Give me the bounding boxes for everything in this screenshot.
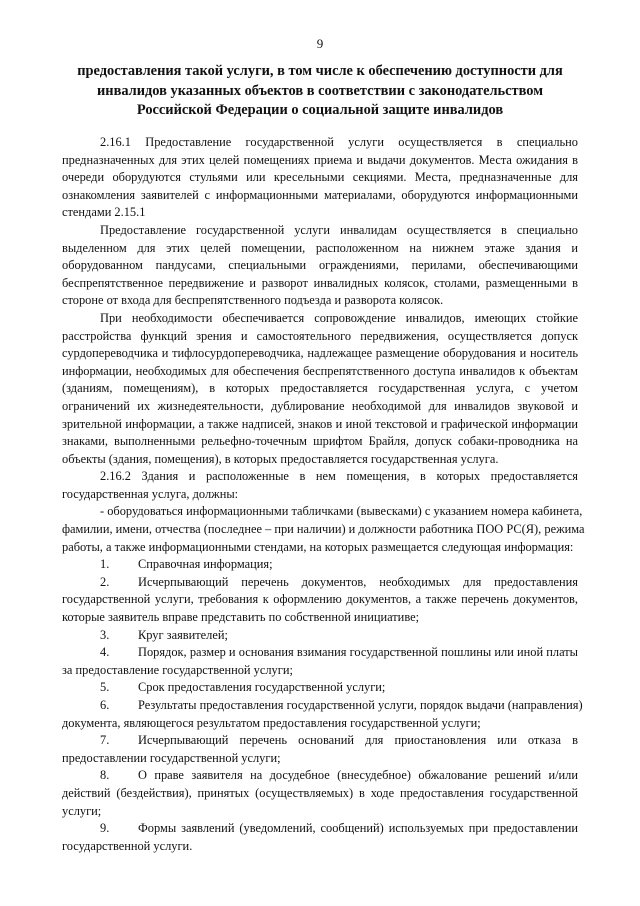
list-item-text: О праве заявителя на досудебное (внесудебное) обжалование решений и/или <box>138 768 578 783</box>
list-item-line <box>62 732 578 750</box>
list-item-line <box>62 697 583 715</box>
list-item-number: 8. <box>100 768 110 783</box>
paragraph-line: фамилии, имени, отчества (последнее – при наличии) и должности работника ПОО РС(Я), режима <box>62 522 585 537</box>
list-item-text: Исчерпывающий перечень документов, необходимых для предоставления <box>138 574 578 589</box>
list-item-text: Результаты предоставления государственной услуги, порядок выдачи (направления) <box>138 698 583 712</box>
list-item-line <box>62 644 578 662</box>
paragraph-line: беспрепятственное передвижение и разворот инвалидных колясок, столами, размещенными в <box>62 275 578 290</box>
heading-line: Российской Федерации о социальной защите инвалидов <box>136 102 504 118</box>
paragraph-line: объекты (здания, помещения), в которых предоставляется государственная услуга. <box>62 451 499 466</box>
paragraph-line: стендами 2.15.1 <box>62 205 146 220</box>
list-item-number: 1. <box>100 557 110 572</box>
list-item-number: 5. <box>100 680 110 695</box>
list-item-line: которые заявитель вправе представить по собственной инициативе; <box>62 610 420 625</box>
paragraph-line: знаками, выполненными рельефно-точечным шрифтом Брайля, допуск собаки-проводника на <box>62 434 578 449</box>
list-item-text: Круг заявителей; <box>138 627 228 642</box>
heading-line: инвалидов указанных объектов в соответствии с законодательством <box>96 82 544 99</box>
list-item-text: Исчерпывающий перечень оснований для приостановления или отказа в <box>138 733 578 748</box>
list-item-line: предоставлении государственной услуги; <box>62 750 281 765</box>
paragraph-line: ознакомления заявителей с информационными материалами, оборудуются информационными <box>62 187 578 202</box>
list-item-line <box>62 679 578 697</box>
paragraph-line: сурдопереводчика и тифлосурдопереводчика, надлежащее размещение оборудования и носитель <box>62 346 578 361</box>
paragraph-line: 2.16.2 Здания и расположенные в нем помещения, в которых предоставляется <box>100 469 578 484</box>
list-item-number: 7. <box>100 733 110 748</box>
paragraph-line: предназначенных для этих целей помещениях приема и выдачи документов. Места ожидания в <box>62 152 578 167</box>
list-item-number: 9. <box>100 821 110 836</box>
paragraph-line: 2.16.1 Предоставление государственной услуги осуществляется в специально <box>100 135 578 149</box>
heading-line: предоставления такой услуги, в том числе к обеспечению доступности для <box>77 63 563 79</box>
paragraph-line: оборудованном пандусами, специальными ограждениями, перилами, обеспечивающими <box>62 258 578 273</box>
list-item-line: документа, являющегося результатом предоставления государственной услуги; <box>62 715 481 730</box>
list-item-line <box>62 574 578 592</box>
paragraph-line: Предоставление государственной услуги инвалидам осуществляется в специально <box>100 222 578 237</box>
list-item-line: за предоставление государственной услуги; <box>62 662 293 677</box>
list-item-text: Порядок, размер и основания взимания государственной пошлины или иной платы <box>138 645 578 660</box>
list-item-line <box>62 627 578 645</box>
section-heading <box>62 62 578 121</box>
paragraph-line: работы, а также информационными стендами, на которых размещается следующая информация: <box>62 539 574 554</box>
paragraph-line: государственная услуга, должны: <box>62 486 239 501</box>
list-item-line: государственной услуги. <box>62 838 193 853</box>
paragraph-line: информации, необходимых для обеспечения беспрепятственного доступа инвалидов к объектам <box>62 363 578 378</box>
list-item-line <box>62 767 578 785</box>
list-item-line: действий (бездействия), принятых (осуществляемых) в ходе предоставления государственной <box>62 785 578 800</box>
list-item-line: государственной услуги, требования к оформлению документов, а также перечень документов, <box>62 592 578 607</box>
list-item-number: 3. <box>100 627 110 642</box>
document-body <box>62 134 585 855</box>
paragraph-line: стороне от входа для беспрепятственного подъезда и разворота колясок. <box>62 293 444 308</box>
paragraph-line: выделенном для этих целей помещении, расположенном на нижнем этаже здания и <box>62 240 578 255</box>
list-item-line <box>62 556 578 574</box>
paragraph-line: (зданиям, помещениям), в которых предоставляется государственная услуга, с учетом <box>62 381 578 396</box>
page-number: 9 <box>316 36 324 51</box>
list-item-line: услуги; <box>62 803 102 818</box>
paragraph-line: зрительной информации, а также надписей, знаков и иной текстовой и графической информации <box>62 416 578 431</box>
paragraph-line: ограничений их жизнедеятельности, дублирование необходимой для инвалидов звуковой и <box>62 398 578 413</box>
paragraph-line: расстройства функций зрения и самостоятельного передвижения, осуществляется допуск <box>62 328 578 343</box>
list-item-number: 6. <box>100 698 110 712</box>
list-item-line <box>62 820 578 838</box>
paragraph-line: очереди оборудуются стульями или кресельными секциями. Места, предназначенные для <box>62 170 578 185</box>
list-item-number: 2. <box>100 574 110 589</box>
paragraph-line: При необходимости обеспечивается сопровождение инвалидов, имеющих стойкие <box>100 310 578 325</box>
paragraph-line: - оборудоваться информационными табличками (вывесками) с указанием номера кабинета, <box>100 504 583 519</box>
list-item-text: Справочная информация; <box>138 557 273 572</box>
list-item-text: Срок предоставления государственной услуги; <box>138 680 386 695</box>
list-item-text: Формы заявлений (уведомлений, сообщений) используемых при предоставлении <box>138 821 578 836</box>
list-item-number: 4. <box>100 645 110 660</box>
